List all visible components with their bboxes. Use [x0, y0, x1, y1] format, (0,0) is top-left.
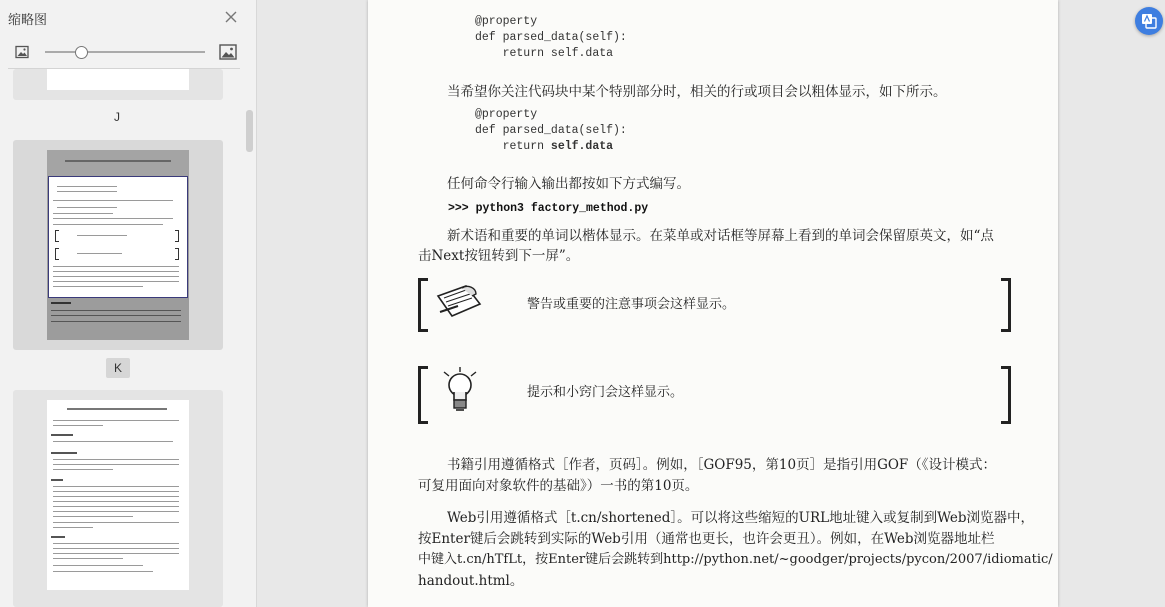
zoom-slider-handle[interactable] [75, 46, 88, 59]
thumbnail-label-k[interactable]: K [106, 358, 130, 378]
thumbnail-page-j[interactable] [13, 69, 223, 100]
paragraph-citation-line1: 书籍引用遵循格式［作者，页码］。例如，［GOF95，第10页］是指引用GOF（《设计模式： [447, 457, 997, 473]
thumbnail-zoom-slider[interactable] [45, 51, 205, 53]
code-line: return self.data [475, 47, 614, 60]
lightbulb-icon [440, 366, 480, 414]
paragraph-terms-line1: 新术语和重要的单词以楷体显示。在菜单或对话框等屏幕上看到的单词会保留原英文，如“点 [447, 228, 994, 244]
warning-note-icon [432, 282, 488, 322]
paragraph-web-line3: 中键入t.cn/hTfLt，按Enter键后会跳转到http://python.net/~goodger/projects/pycon/2007/idiomatic/ [418, 552, 1053, 567]
right-bracket [1001, 366, 1011, 424]
right-bracket [1001, 278, 1011, 332]
left-bracket [418, 366, 428, 424]
code-line: def parsed_data(self): [475, 124, 627, 137]
thumbnail-page-next[interactable] [13, 390, 223, 607]
code-return-prefix: return [475, 140, 551, 153]
paragraph-web-line2: 按Enter键后会跳转到实际的Web引用（通常也更长，也许会更丑）。例如，在Web浏览器地址栏 [418, 531, 995, 547]
warning-text: 警告或重要的注意事项会这样显示。 [527, 297, 736, 312]
paragraph-web-line4: handout.html。 [418, 573, 524, 589]
paragraph-web-line1: Web引用遵循格式［t.cn/shortened］。可以将这些缩短的URL地址键入或复制到Web浏览器中， [447, 510, 1035, 526]
code-bold-part: self.data [550, 140, 614, 153]
command-example: >>> python3 factory_method.py [448, 202, 649, 215]
thumbnail-label-j[interactable]: J [114, 110, 120, 124]
thumbnail-sidebar [0, 0, 257, 607]
thumbnail-image [47, 69, 189, 90]
translate-icon [1135, 7, 1163, 35]
code-line: @property [475, 15, 538, 28]
paragraph-command: 任何命令行输入输出都按如下方式编写。 [447, 176, 690, 192]
floating-action-button[interactable] [1135, 7, 1163, 35]
thumbnail-image [47, 150, 189, 340]
close-icon[interactable] [222, 8, 240, 26]
thumbnail-image [47, 400, 189, 590]
paragraph-bold-code: 当希望你关注代码块中某个特别部分时，相关的行或项目会以粗体显示，如下所示。 [447, 84, 947, 100]
zoom-in-image-icon[interactable] [218, 42, 238, 62]
left-bracket [418, 278, 428, 332]
sidebar-scrollbar[interactable] [246, 110, 253, 152]
paragraph-terms-line2: 击Next按钮转到下一屏”。 [418, 248, 580, 264]
tip-text: 提示和小窍门会这样显示。 [527, 385, 684, 400]
code-line: @property [475, 108, 538, 121]
sidebar-title: 缩略图 [8, 12, 48, 27]
code-line-bold [475, 140, 613, 153]
zoom-out-image-icon[interactable] [14, 44, 30, 60]
thumbnail-page-k[interactable] [13, 140, 223, 350]
code-line: def parsed_data(self): [475, 31, 627, 44]
paragraph-citation-line2: 可复用面向对象软件的基础》）一书的第10页。 [418, 478, 699, 494]
document-page [368, 0, 1058, 607]
